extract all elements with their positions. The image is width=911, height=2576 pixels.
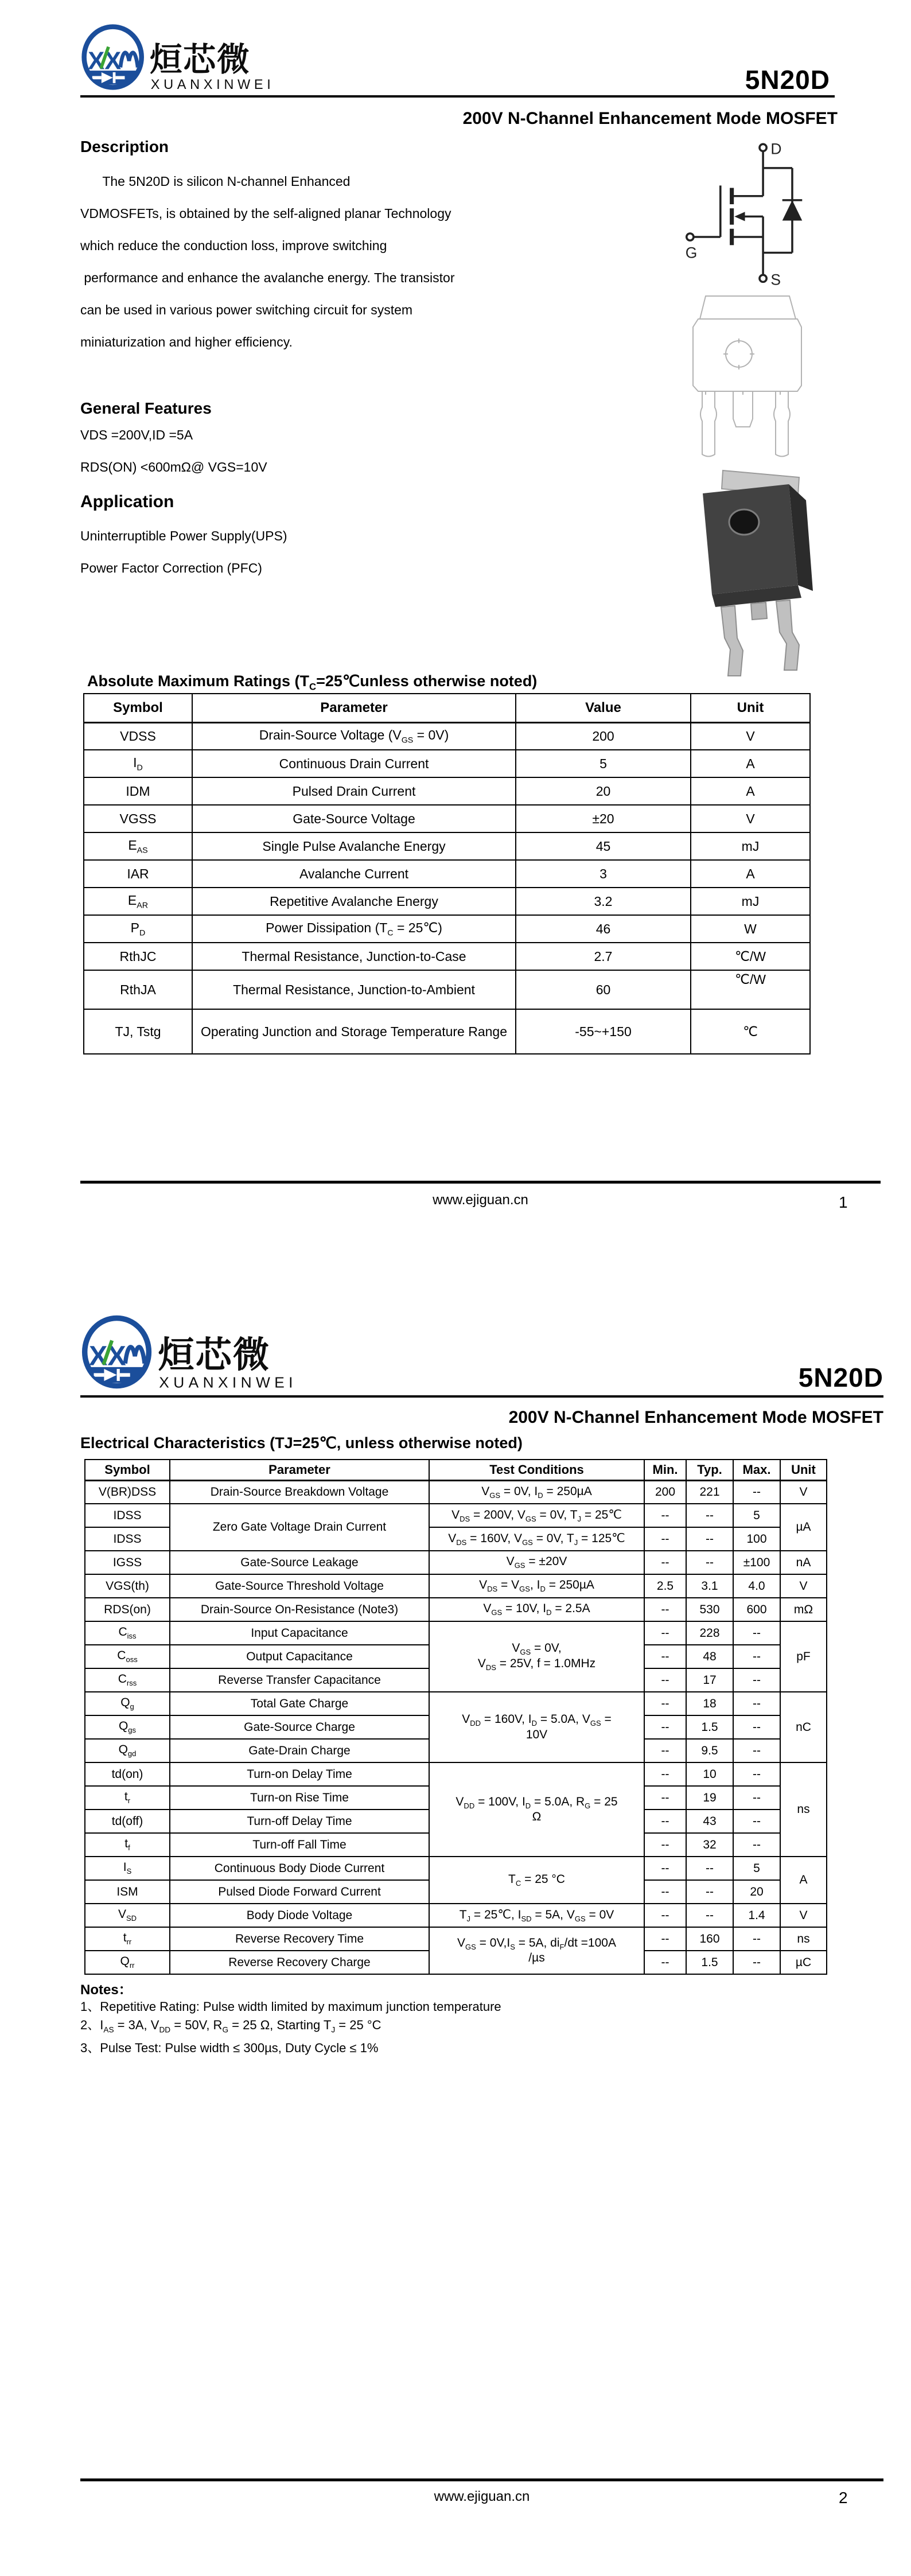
cell-max: -- — [733, 1668, 780, 1692]
cell-parameter: Reverse Recovery Charge — [170, 1951, 429, 1974]
cell-typ: 9.5 — [686, 1739, 733, 1762]
cell-min: 2.5 — [644, 1574, 686, 1598]
cell-max: 100 — [733, 1527, 780, 1551]
cell-symbol: IAR — [84, 860, 192, 888]
application-text — [80, 520, 597, 584]
cell-parameter: Reverse Recovery Time — [170, 1927, 429, 1951]
cell-max: 20 — [733, 1880, 780, 1904]
feature-line: RDS(ON) <600mΩ@ VGS=10V — [80, 460, 267, 474]
cell-unit: V — [691, 722, 810, 750]
cell-unit: mJ — [691, 888, 810, 915]
cell-parameter: Turn-on Delay Time — [170, 1762, 429, 1786]
cell-min: 200 — [644, 1480, 686, 1504]
cell-typ: 1.5 — [686, 1951, 733, 1974]
package-outline-icon — [688, 294, 806, 461]
drain-label: D — [770, 140, 782, 158]
cell-min: -- — [644, 1857, 686, 1880]
description-line: miniaturization and higher efficiency. — [80, 334, 293, 349]
cell-symbol: IGSS — [85, 1551, 170, 1574]
cell-parameter: Body Diode Voltage — [170, 1904, 429, 1927]
table-row — [85, 1551, 827, 1574]
table-header-row — [84, 694, 810, 722]
cell-typ: 10 — [686, 1762, 733, 1786]
header-rule — [80, 1395, 883, 1398]
col-header-value: Value — [516, 694, 691, 722]
cell-typ: 43 — [686, 1810, 733, 1833]
table-row — [85, 1480, 827, 1504]
col-header-symbol: Symbol — [84, 694, 192, 722]
note-item: 1、Repetitive Rating: Pulse width limited by maximum junction temperature — [80, 1999, 501, 2014]
cell-max: -- — [733, 1762, 780, 1786]
cell-symbol: IDSS — [85, 1504, 170, 1527]
footer-url[interactable]: www.ejiguan.cn — [434, 2489, 530, 2504]
cell-min: -- — [644, 1692, 686, 1715]
cell-parameter: Gate-Drain Charge — [170, 1739, 429, 1762]
cell-symbol: $V_{SD}$ — [85, 1904, 170, 1927]
cell-symbol: $Q_g$ — [85, 1692, 170, 1715]
cell-min: -- — [644, 1621, 686, 1645]
table-row — [85, 1857, 827, 1880]
notes-heading: Notes： — [80, 1982, 133, 1998]
cell-unit: nA — [780, 1551, 827, 1574]
table-row — [84, 805, 810, 832]
cell-unit: mJ — [691, 832, 810, 860]
cell-unit: A — [691, 777, 810, 805]
cell-parameter: Avalanche Current — [192, 860, 516, 888]
page-subtitle: 200V N-Channel Enhancement Mode MOSFET — [508, 1408, 883, 1427]
cell-max: -- — [733, 1480, 780, 1504]
cell-symbol: $E_{AR}$ — [84, 888, 192, 915]
cell-parameter: Pulsed Drain Current — [192, 777, 516, 805]
cell-symbol: RthJC — [84, 943, 192, 970]
cell-min: -- — [644, 1786, 686, 1810]
cell-cond: $T_J$ = 25℃, $I_{SD} = 5A$, $V_{GS} = 0V$ — [429, 1904, 644, 1927]
cell-typ: -- — [686, 1551, 733, 1574]
col-header-typ: Typ. — [686, 1460, 733, 1480]
table-row — [85, 1904, 827, 1927]
table-row — [84, 722, 810, 750]
cell-min: -- — [644, 1762, 686, 1786]
brand-name-en: XUANXINWEI — [150, 77, 275, 92]
cell-min: -- — [644, 1833, 686, 1857]
cell-symbol: $P_D$ — [84, 915, 192, 943]
col-header-conditions: Test Conditions — [429, 1460, 644, 1480]
cell-min: -- — [644, 1880, 686, 1904]
cell-min: -- — [644, 1551, 686, 1574]
brand-name-en: XUANXINWEI — [159, 1373, 297, 1391]
cell-max: -- — [733, 1951, 780, 1974]
cell-parameter: Pulsed Diode Forward Current — [170, 1880, 429, 1904]
cell-parameter: Gate-Source Leakage — [170, 1551, 429, 1574]
cell-symbol: $t_{rr}$ — [85, 1927, 170, 1951]
cell-value: 45 — [516, 832, 691, 860]
cell-max: 5 — [733, 1504, 780, 1527]
elec-title: Electrical Characteristics (TJ=25℃, unless otherwise noted) — [80, 1434, 523, 1452]
footer-rule — [80, 2478, 883, 2481]
gate-label: G — [685, 244, 698, 262]
cell-typ: 17 — [686, 1668, 733, 1692]
cell-typ: 18 — [686, 1692, 733, 1715]
cell-min: -- — [644, 1927, 686, 1951]
cell-symbol: $C_{rss}$ — [85, 1668, 170, 1692]
cell-typ: 3.1 — [686, 1574, 733, 1598]
cell-value: 60 — [516, 970, 691, 1009]
cell-typ: 19 — [686, 1786, 733, 1810]
part-number: 5N20D — [745, 65, 830, 95]
cell-min: -- — [644, 1668, 686, 1692]
cell-parameter: Reverse Transfer Capacitance — [170, 1668, 429, 1692]
cell-parameter: Input Capacitance — [170, 1621, 429, 1645]
cell-value: 5 — [516, 750, 691, 777]
note-item: 3、Pulse Test: Pulse width ≤ 300µs, Duty Cycle ≤ 1% — [80, 2041, 379, 2056]
table-row — [84, 860, 810, 888]
source-label: S — [770, 271, 781, 289]
cell-cond: $T_C = 25$ °C — [429, 1857, 644, 1904]
brand-name-cn: 烜芯微 — [158, 1334, 271, 1375]
table-row — [85, 1574, 827, 1598]
cell-symbol: $Q_{rr}$ — [85, 1951, 170, 1974]
cell-typ: -- — [686, 1857, 733, 1880]
cell-max: -- — [733, 1810, 780, 1833]
col-header-symbol: Symbol — [85, 1460, 170, 1480]
cell-parameter: Gate-Source Threshold Voltage — [170, 1574, 429, 1598]
cell-symbol: $t_r$ — [85, 1786, 170, 1810]
cell-max: -- — [733, 1927, 780, 1951]
logo-mark-icon: XX — [89, 1340, 126, 1372]
table-row — [84, 915, 810, 943]
cell-symbol: VDSS — [84, 722, 192, 750]
cell-symbol: $E_{AS}$ — [84, 832, 192, 860]
table-row — [84, 777, 810, 805]
col-header-min: Min. — [644, 1460, 686, 1480]
cell-parameter: Turn-off Delay Time — [170, 1810, 429, 1833]
cell-unit: ℃/W — [691, 970, 810, 1009]
cell-min: -- — [644, 1598, 686, 1621]
cell-unit: µC — [780, 1951, 827, 1974]
cell-max: -- — [733, 1786, 780, 1810]
cell-max: 4.0 — [733, 1574, 780, 1598]
cell-max: -- — [733, 1715, 780, 1739]
description-line: which reduce the conduction loss, improve switching — [80, 238, 387, 253]
cell-min: -- — [644, 1715, 686, 1739]
cell-min: -- — [644, 1810, 686, 1833]
cell-symbol: RDS(on) — [85, 1598, 170, 1621]
cell-typ: -- — [686, 1527, 733, 1551]
cell-value: 3.2 — [516, 888, 691, 915]
cell-value: 2.7 — [516, 943, 691, 970]
cell-min: -- — [644, 1504, 686, 1527]
table-row — [85, 1762, 827, 1786]
col-header-unit: Unit — [691, 694, 810, 722]
cell-typ: 221 — [686, 1480, 733, 1504]
cell-unit: A — [780, 1857, 827, 1904]
package-3d-icon — [691, 466, 826, 679]
table-row — [85, 1504, 827, 1527]
table-row — [85, 1621, 827, 1645]
cell-min: -- — [644, 1645, 686, 1668]
cell-symbol: ISM — [85, 1880, 170, 1904]
cell-parameter: Operating Junction and Storage Temperature Range — [192, 1009, 516, 1054]
cell-value: 3 — [516, 860, 691, 888]
brand-name-cn: 烜芯微 — [149, 42, 251, 79]
cell-cond: $V_{DS} = 160V$, $V_{GS} = 0V$, $T_J$ = 125℃ — [429, 1527, 644, 1551]
cell-unit: V — [780, 1480, 827, 1504]
description-line: can be used in various power switching circuit for system — [80, 302, 413, 317]
cell-unit: V — [780, 1574, 827, 1598]
table-row — [84, 1009, 810, 1054]
cell-symbol: VGS(th) — [85, 1574, 170, 1598]
cell-cond: $V_{DD} = 100V$, $I_D = 5.0A$, $R_G = 25$ Ω — [429, 1762, 644, 1857]
cell-symbol: $t_f$ — [85, 1833, 170, 1857]
cell-max: 5 — [733, 1857, 780, 1880]
cell-unit: ℃ — [691, 1009, 810, 1054]
cell-unit: V — [691, 805, 810, 832]
col-header-parameter: Parameter — [192, 694, 516, 722]
cell-symbol: $Q_{gs}$ — [85, 1715, 170, 1739]
table-row — [84, 888, 810, 915]
cell-max: -- — [733, 1739, 780, 1762]
cell-symbol: IDM — [84, 777, 192, 805]
logo-mark-icon: XX — [88, 47, 122, 75]
cell-value: ±20 — [516, 805, 691, 832]
cell-typ: -- — [686, 1504, 733, 1527]
cell-cond: $V_{DS} = V_{GS}$, $I_D = 250\mu A$ — [429, 1574, 644, 1598]
table-row — [84, 970, 810, 1009]
cell-parameter: Gate-Source Voltage — [192, 805, 516, 832]
elec-table — [84, 1459, 827, 1975]
cell-unit: µA — [780, 1504, 827, 1551]
col-header-max: Max. — [733, 1460, 780, 1480]
cell-cond: $V_{GS} = 0V$, $V_{DS} = 25V$, f = 1.0MHz — [429, 1621, 644, 1692]
col-header-unit: Unit — [780, 1460, 827, 1480]
cell-parameter: Turn-off Fall Time — [170, 1833, 429, 1857]
cell-value: -55~+150 — [516, 1009, 691, 1054]
cell-max: 1.4 — [733, 1904, 780, 1927]
page-subtitle: 200V N-Channel Enhancement Mode MOSFET — [462, 109, 838, 128]
cell-parameter: Turn-on Rise Time — [170, 1786, 429, 1810]
cell-parameter: Thermal Resistance, Junction-to-Ambient — [192, 970, 516, 1009]
table-row — [85, 1598, 827, 1621]
cell-cond: $V_{GS} = 0V$, $I_D = 250\mu A$ — [429, 1480, 644, 1504]
mosfet-symbol-icon — [683, 139, 838, 302]
cell-unit: A — [691, 860, 810, 888]
abs-max-title: Absolute Maximum Ratings ($T_C=25℃unless$ otherwise noted) — [87, 672, 538, 692]
cell-value: 20 — [516, 777, 691, 805]
cell-unit: pF — [780, 1621, 827, 1692]
cell-symbol: td(off) — [85, 1810, 170, 1833]
description-line: performance and enhance the avalanche energy. The transistor — [80, 270, 455, 285]
cell-parameter: Drain-Source Breakdown Voltage — [170, 1480, 429, 1504]
table-row — [84, 832, 810, 860]
cell-symbol: $C_{iss}$ — [85, 1621, 170, 1645]
cell-max: 600 — [733, 1598, 780, 1621]
abs-max-table — [83, 693, 811, 1054]
cell-parameter: Drain-Source On-Resistance (Note3) — [170, 1598, 429, 1621]
cell-min: -- — [644, 1527, 686, 1551]
col-header-parameter: Parameter — [170, 1460, 429, 1480]
table-row — [85, 1692, 827, 1715]
cell-symbol: $Q_{gd}$ — [85, 1739, 170, 1762]
cell-unit: V — [780, 1904, 827, 1927]
cell-max: -- — [733, 1833, 780, 1857]
section-heading-general-features: General Features — [80, 399, 212, 417]
cell-symbol: RthJA — [84, 970, 192, 1009]
description-line: The 5N20D is silicon N-channel Enhanced — [80, 174, 351, 189]
part-number: 5N20D — [798, 1363, 883, 1392]
cell-symbol: $I_D$ — [84, 750, 192, 777]
cell-cond: $V_{DD} = 160V$, $I_D = 5.0A$, $V_{GS}$ = 10V — [429, 1692, 644, 1762]
cell-symbol: TJ, Tstg — [84, 1009, 192, 1054]
footer-rule — [80, 1181, 881, 1184]
cell-typ: 228 — [686, 1621, 733, 1645]
application-line: Power Factor Correction (PFC) — [80, 561, 262, 575]
page-number: 1 — [839, 1193, 848, 1211]
cell-parameter: Single Pulse Avalanche Energy — [192, 832, 516, 860]
page-number: 2 — [839, 2489, 848, 2507]
cell-parameter: Continuous Drain Current — [192, 750, 516, 777]
cell-typ: 48 — [686, 1645, 733, 1668]
cell-symbol: IDSS — [85, 1527, 170, 1551]
cell-max: -- — [733, 1692, 780, 1715]
cell-symbol: td(on) — [85, 1762, 170, 1786]
cell-parameter: Power Dissipation ($T_C$ = 25℃) — [192, 915, 516, 943]
cell-unit: ns — [780, 1927, 827, 1951]
section-heading-application: Application — [80, 492, 174, 511]
cell-cond: $V_{GS} = 0V,I_S = 5A$, $di_F/dt =100A$ /µs — [429, 1927, 644, 1974]
cell-cond: $V_{DS} = 200V$, $V_{GS} = 0V$, $T_J$ = 25℃ — [429, 1504, 644, 1527]
cell-symbol: $I_S$ — [85, 1857, 170, 1880]
note-item: 2、$I_{AS} = 3A$, $V_{DD} = 50V$, $R_G = 25$ Ω, Starting $T_J = 25$ °C — [80, 2018, 381, 2034]
cell-parameter: Repetitive Avalanche Energy — [192, 888, 516, 915]
cell-parameter: Continuous Body Diode Current — [170, 1857, 429, 1880]
cell-unit: A — [691, 750, 810, 777]
cell-symbol: VGSS — [84, 805, 192, 832]
cell-unit: W — [691, 915, 810, 943]
table-row — [84, 943, 810, 970]
cell-typ: 32 — [686, 1833, 733, 1857]
cell-min: -- — [644, 1739, 686, 1762]
cell-max: ±100 — [733, 1551, 780, 1574]
cell-typ: 1.5 — [686, 1715, 733, 1739]
cell-typ: 530 — [686, 1598, 733, 1621]
table-row — [84, 750, 810, 777]
table-row — [85, 1927, 827, 1951]
section-heading-description: Description — [80, 138, 169, 155]
cell-parameter: Thermal Resistance, Junction-to-Case — [192, 943, 516, 970]
cell-min: -- — [644, 1904, 686, 1927]
cell-typ: -- — [686, 1880, 733, 1904]
cell-typ: -- — [686, 1904, 733, 1927]
cell-cond: $V_{GS} = 10V$, $I_D = 2.5A$ — [429, 1598, 644, 1621]
table-header-row — [85, 1460, 827, 1480]
cell-parameter: Zero Gate Voltage Drain Current — [170, 1504, 429, 1551]
description-text — [80, 165, 608, 358]
cell-parameter: Output Capacitance — [170, 1645, 429, 1668]
cell-typ: 160 — [686, 1927, 733, 1951]
cell-parameter: Gate-Source Charge — [170, 1715, 429, 1739]
cell-value: 200 — [516, 722, 691, 750]
general-features-text — [80, 419, 597, 483]
feature-line: VDS =200V,ID =5A — [80, 427, 193, 442]
cell-max: -- — [733, 1645, 780, 1668]
cell-parameter: Drain-Source Voltage $(V_{GS} = 0V)$ — [192, 722, 516, 750]
cell-value: 46 — [516, 915, 691, 943]
cell-symbol: $C_{oss}$ — [85, 1645, 170, 1668]
cell-unit: nC — [780, 1692, 827, 1762]
notes-list — [80, 1998, 769, 2057]
cell-unit: ns — [780, 1762, 827, 1857]
cell-cond: $V_{GS} = \pm 20V$ — [429, 1551, 644, 1574]
application-line: Uninterruptible Power Supply(UPS) — [80, 528, 287, 543]
cell-unit: ℃/W — [691, 943, 810, 970]
cell-unit: mΩ — [780, 1598, 827, 1621]
cell-parameter: Total Gate Charge — [170, 1692, 429, 1715]
cell-min: -- — [644, 1951, 686, 1974]
cell-symbol: V(BR)DSS — [85, 1480, 170, 1504]
footer-url[interactable]: www.ejiguan.cn — [433, 1192, 528, 1208]
header-rule — [80, 95, 835, 98]
description-line: VDMOSFETs, is obtained by the self-aligned planar Technology — [80, 206, 451, 221]
cell-max: -- — [733, 1621, 780, 1645]
